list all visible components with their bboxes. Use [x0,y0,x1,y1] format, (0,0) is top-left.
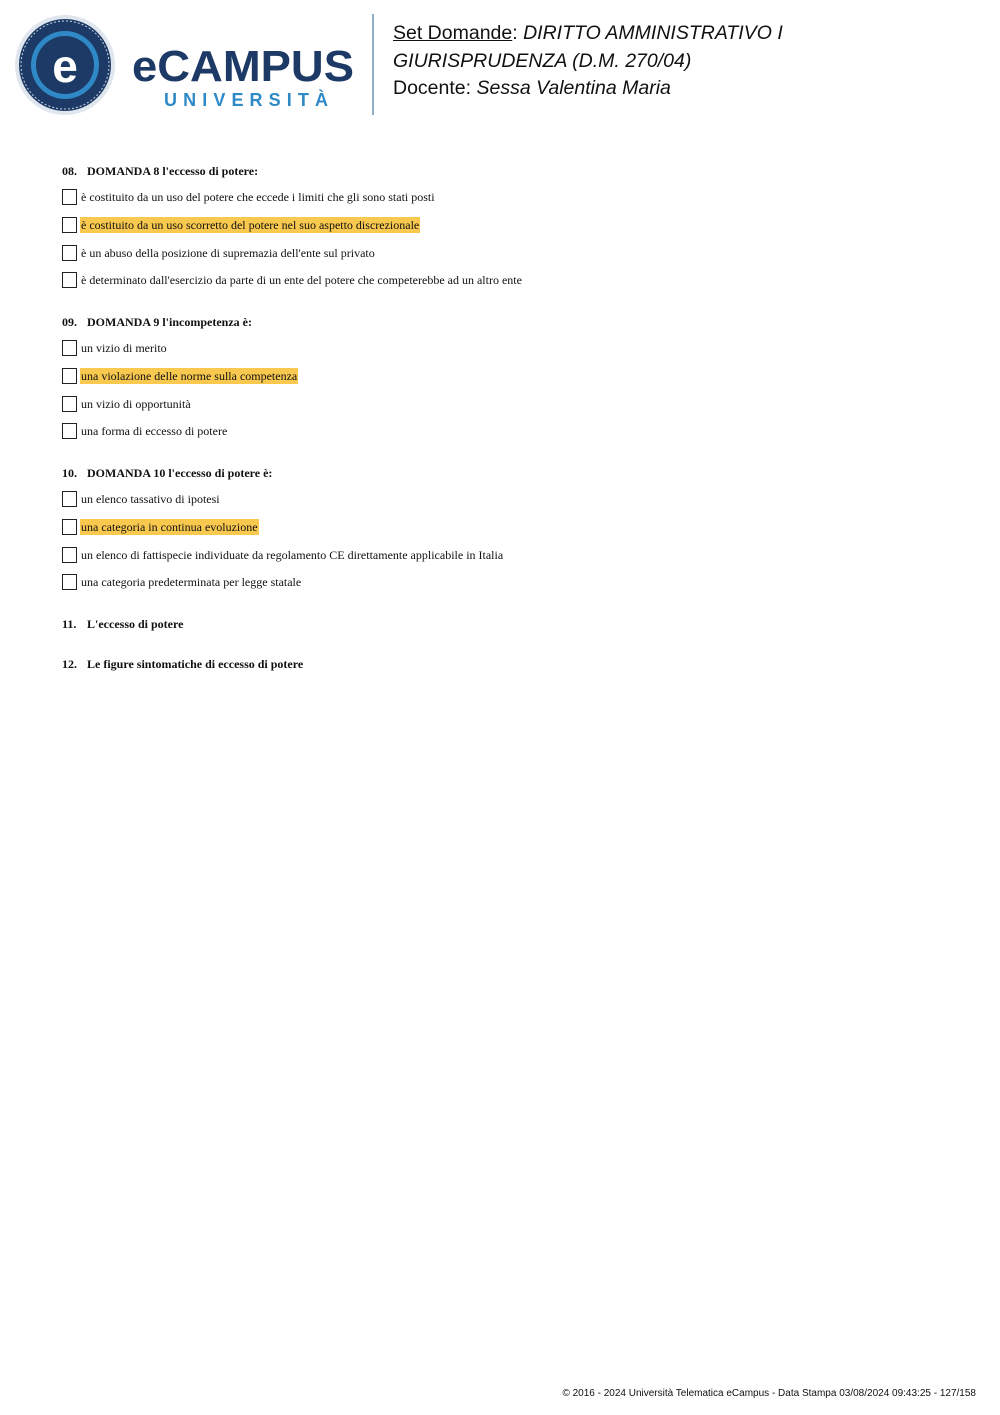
set-title-line-2: GIURISPRUDENZA (D.M. 270/04) [393,49,692,72]
question-10 [62,465,504,589]
answer-checkbox[interactable] [62,396,77,412]
answer-text: è costituito da un uso del potere che eccede i limiti che gli sono stati posti [81,190,435,204]
answer-checkbox[interactable] [62,245,77,261]
question-number: 09. [62,315,77,329]
question-text: DOMANDA 8 l'eccesso di potere: [87,164,259,178]
brand-name: eCAMPUS [132,42,354,91]
question-number: 10. [62,466,77,480]
question-08 [62,163,522,287]
question-09 [62,314,298,438]
teacher-label: Docente: [393,77,472,99]
header-divider [372,14,374,115]
answer-checkbox[interactable] [62,217,77,233]
question-text: DOMANDA 10 l'eccesso di potere è: [87,466,273,480]
question-title [62,656,303,672]
answer-text: un elenco tassativo di ipotesi [81,492,220,506]
answer-text: è un abuso della posizione di supremazia dell'ente sul privato [81,246,375,260]
question-number: 12. [62,657,77,671]
ecampus-logo [12,12,362,118]
teacher-name: Sessa Valentina Maria [476,77,671,99]
answer-text-highlighted: una categoria in continua evoluzione [81,520,258,534]
answer-text: un elenco di fattispecie individuate da regolamento CE direttamente applicabile in Italia [81,548,504,562]
answer-text: una categoria predeterminata per legge statale [81,575,302,589]
question-title [62,314,252,330]
question-11 [62,616,183,632]
set-title: DIRITTO AMMINISTRATIVO I [523,22,783,44]
answer-checkbox[interactable] [62,272,77,288]
header-info [393,20,983,103]
answer-checkbox[interactable] [62,423,77,439]
university-emblem-icon [15,15,115,115]
teacher-line [393,75,983,103]
answer-checkbox[interactable] [62,547,77,563]
emblem-letter: e [52,40,78,92]
set-title-line-1: Set Domande: DIRITTO AMMINISTRATIVO I [393,22,783,44]
answer-text: una forma di eccesso di potere [81,424,228,438]
question-text: Le figure sintomatiche di eccesso di potere [87,657,304,671]
answer-text-highlighted: è costituito da un uso scorretto del potere nel suo aspetto discrezionale [81,218,420,232]
answer-checkbox[interactable] [62,519,77,535]
answer-text: un vizio di opportunità [81,397,191,411]
question-text: L'eccesso di potere [87,617,184,631]
question-12 [62,656,303,672]
page-header [0,0,1000,130]
set-label: Set Domande [393,22,513,44]
answer-checkbox[interactable] [62,189,77,205]
brand-subtitle: UNIVERSITÀ [164,90,328,110]
answer-checkbox[interactable] [62,574,77,590]
answer-text-highlighted: una violazione delle norme sulla competenza [81,369,298,383]
question-title [62,616,183,632]
answer-text: un vizio di merito [81,341,167,355]
answer-checkbox[interactable] [62,491,77,507]
question-title [62,465,272,481]
answer-checkbox[interactable] [62,340,77,356]
question-number: 08. [62,164,77,178]
answer-checkbox[interactable] [62,368,77,384]
answer-text: è determinato dall'esercizio da parte di un ente del potere che competerebbe ad un altro ente [81,273,522,287]
question-number: 11. [62,617,77,631]
question-title [62,163,258,179]
question-text: DOMANDA 9 l'incompetenza è: [87,315,252,329]
page-footer: © 2016 - 2024 Università Telematica eCampus - Data Stampa 03/08/2024 09:43:25 - 127/158 [562,1388,976,1399]
